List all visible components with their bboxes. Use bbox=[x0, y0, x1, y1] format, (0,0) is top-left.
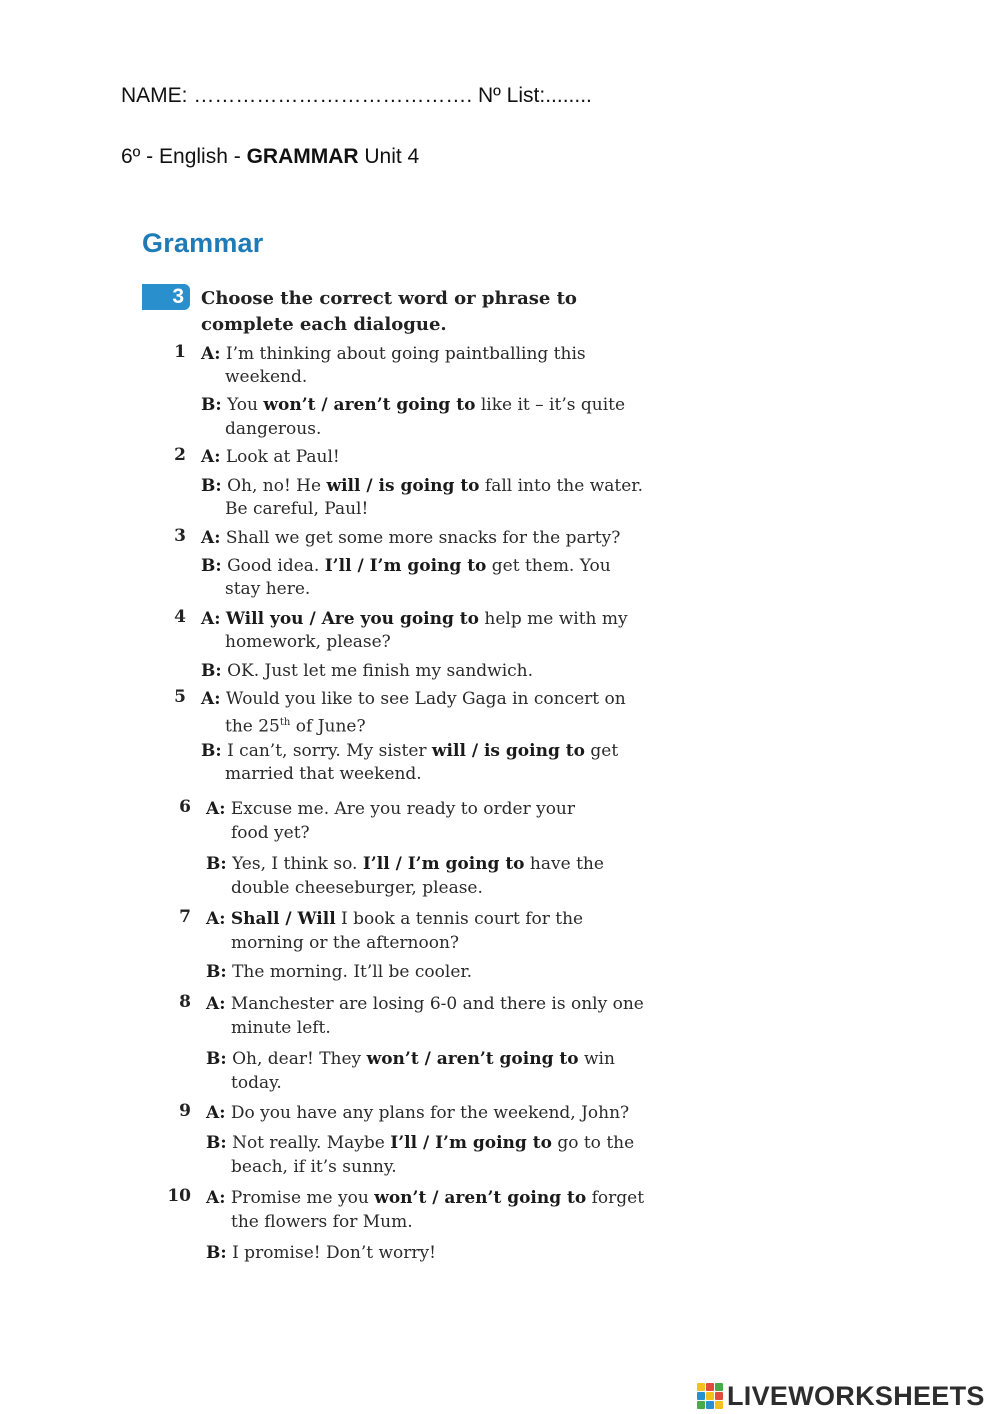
worksheet-subtitle bbox=[121, 145, 419, 169]
speaker-a: A: bbox=[201, 609, 221, 629]
line-text: get bbox=[584, 741, 619, 761]
dialogue-line-a bbox=[206, 1186, 644, 1210]
section-heading: Grammar bbox=[142, 228, 264, 258]
line-text: fall into the water. bbox=[479, 476, 643, 496]
item-number: 5 bbox=[174, 687, 186, 707]
dialogue-line-b bbox=[206, 1047, 615, 1071]
line-text: like it – it’s quite bbox=[475, 395, 626, 415]
line-text: I promise! Don’t worry! bbox=[232, 1243, 436, 1263]
dialogue-line-a-cont: food yet? bbox=[231, 823, 310, 843]
dialogue-line-b bbox=[201, 659, 533, 683]
line-text: win bbox=[578, 1049, 615, 1069]
item-number: 9 bbox=[179, 1101, 191, 1121]
dialogue-line-b bbox=[201, 474, 643, 498]
dialogue-line-a-cont: the flowers for Mum. bbox=[231, 1212, 413, 1232]
line-text: The morning. It’ll be cooler. bbox=[232, 962, 473, 982]
line-text: Look at Paul! bbox=[225, 447, 340, 467]
instruction-line-2: complete each dialogue. bbox=[201, 314, 447, 335]
answer-options[interactable]: won’t / aren’t going to bbox=[263, 395, 476, 415]
line-text: Do you have any plans for the weekend, John? bbox=[230, 1103, 630, 1123]
speaker-b: B: bbox=[201, 661, 222, 681]
dialogue-line-a bbox=[201, 445, 340, 469]
dialogue-line-b-cont: dangerous. bbox=[225, 419, 322, 439]
subtitle-grade: 6º - English - bbox=[121, 145, 247, 168]
subtitle-unit: Unit 4 bbox=[358, 145, 420, 168]
dialogue-line-b bbox=[206, 960, 472, 984]
logo-grid-icon bbox=[697, 1383, 723, 1409]
dialogue-line-a-cont: homework, please? bbox=[225, 632, 391, 652]
dialogue-line-b-cont: married that weekend. bbox=[225, 764, 422, 784]
line-text: forget bbox=[586, 1188, 645, 1208]
speaker-b: B: bbox=[201, 476, 222, 496]
line-text: Promise me you bbox=[230, 1188, 375, 1208]
line-text: get them. You bbox=[486, 556, 611, 576]
item-number: 4 bbox=[174, 607, 186, 627]
line-text: You bbox=[227, 395, 264, 415]
dialogue-line-b-cont: Be careful, Paul! bbox=[225, 499, 369, 519]
speaker-a: A: bbox=[201, 689, 221, 709]
item-number: 6 bbox=[179, 797, 191, 817]
speaker-b: B: bbox=[206, 854, 227, 874]
dialogue-line-a-cont: minute left. bbox=[231, 1018, 331, 1038]
line-text: Manchester are losing 6-0 and there is only one bbox=[230, 994, 644, 1014]
dialogue-line-b bbox=[201, 739, 618, 763]
speaker-a: A: bbox=[206, 799, 226, 819]
exercise-instruction bbox=[201, 286, 621, 338]
line-text: I’m thinking about going paintballing this bbox=[225, 344, 586, 364]
speaker-a: A: bbox=[206, 1103, 226, 1123]
line-text: Good idea. bbox=[227, 556, 325, 576]
dialogue-line-b bbox=[201, 554, 611, 578]
line-text: have the bbox=[524, 854, 604, 874]
line-text: I book a tennis court for the bbox=[335, 909, 584, 929]
dialogue-line-b bbox=[201, 393, 625, 417]
dialogue-line-b bbox=[206, 852, 604, 876]
speaker-b: B: bbox=[206, 1049, 227, 1069]
ordinal-suffix: th bbox=[279, 717, 291, 728]
dialogue-line-a-cont bbox=[225, 711, 366, 739]
dialogue-line-a bbox=[201, 526, 620, 550]
dialogue-line-a bbox=[206, 907, 583, 931]
speaker-b: B: bbox=[201, 556, 222, 576]
speaker-b: B: bbox=[206, 1133, 227, 1153]
line-text: Excuse me. Are you ready to order your bbox=[230, 799, 576, 819]
dialogue-line-b-cont: double cheeseburger, please. bbox=[231, 878, 483, 898]
speaker-b: B: bbox=[206, 962, 227, 982]
dialogue-line-b-cont: beach, if it’s sunny. bbox=[231, 1157, 397, 1177]
line-text: Yes, I think so. bbox=[232, 854, 363, 874]
dialogue-line-a bbox=[201, 342, 586, 366]
speaker-a: A: bbox=[206, 1188, 226, 1208]
speaker-a: A: bbox=[206, 994, 226, 1014]
dialogue-line-b-cont: stay here. bbox=[225, 579, 311, 599]
student-name-line: NAME: …………………………………. Nº List:........ bbox=[121, 84, 592, 107]
line-text: of June? bbox=[290, 716, 366, 737]
answer-options[interactable]: I’ll / I’m going to bbox=[324, 556, 487, 576]
item-number: 1 bbox=[174, 342, 186, 362]
subtitle-grammar: GRAMMAR bbox=[246, 145, 359, 168]
dialogue-line-b bbox=[206, 1241, 436, 1265]
dialogue-line-a bbox=[206, 1101, 629, 1125]
answer-options[interactable]: I’ll / I’m going to bbox=[390, 1133, 552, 1153]
liveworksheets-logo bbox=[697, 1378, 985, 1414]
answer-options[interactable]: will / is going to bbox=[326, 476, 480, 496]
dialogue-line-b-cont: today. bbox=[231, 1073, 282, 1093]
dialogue-line-a-cont: weekend. bbox=[225, 367, 308, 387]
dialogue-line-a bbox=[206, 992, 644, 1016]
speaker-a: A: bbox=[201, 528, 221, 548]
item-number: 10 bbox=[167, 1186, 191, 1206]
item-number: 2 bbox=[174, 445, 186, 465]
line-text: Shall we get some more snacks for the party? bbox=[225, 528, 621, 548]
dialogue-line-b bbox=[206, 1131, 634, 1155]
line-text: Oh, no! He bbox=[227, 476, 327, 496]
item-number: 3 bbox=[174, 526, 186, 546]
logo-text: LIVEWORKSHEETS bbox=[727, 1380, 985, 1411]
line-text: the 25 bbox=[225, 716, 280, 737]
answer-options[interactable]: Shall / Will bbox=[230, 909, 336, 929]
instruction-line-1: Choose the correct word or phrase to bbox=[201, 288, 577, 309]
line-text: I can’t, sorry. My sister bbox=[227, 741, 432, 761]
speaker-b: B: bbox=[201, 741, 222, 761]
answer-options[interactable]: won’t / aren’t going to bbox=[366, 1049, 579, 1069]
answer-options[interactable]: Will you / Are you going to bbox=[225, 609, 479, 629]
line-text: Oh, dear! They bbox=[232, 1049, 367, 1069]
exercise-number-badge: 3 bbox=[142, 284, 190, 310]
speaker-a: A: bbox=[206, 909, 226, 929]
line-text: go to the bbox=[551, 1133, 635, 1153]
answer-options[interactable]: I’ll / I’m going to bbox=[362, 854, 525, 874]
speaker-a: A: bbox=[201, 344, 221, 364]
answer-options[interactable]: will / is going to bbox=[431, 741, 585, 761]
dialogue-line-a bbox=[206, 797, 575, 821]
answer-options[interactable]: won’t / aren’t going to bbox=[374, 1188, 587, 1208]
line-text: Would you like to see Lady Gaga in concert on bbox=[225, 689, 626, 709]
line-text: OK. Just let me finish my sandwich. bbox=[227, 661, 534, 681]
item-number: 8 bbox=[179, 992, 191, 1012]
speaker-a: A: bbox=[201, 447, 221, 467]
speaker-b: B: bbox=[206, 1243, 227, 1263]
dialogue-line-a bbox=[201, 687, 626, 711]
speaker-b: B: bbox=[201, 395, 222, 415]
item-number: 7 bbox=[179, 907, 191, 927]
line-text: Not really. Maybe bbox=[232, 1133, 391, 1153]
line-text: help me with my bbox=[479, 609, 628, 629]
dialogue-line-a-cont: morning or the afternoon? bbox=[231, 933, 460, 953]
dialogue-line-a bbox=[201, 607, 628, 631]
